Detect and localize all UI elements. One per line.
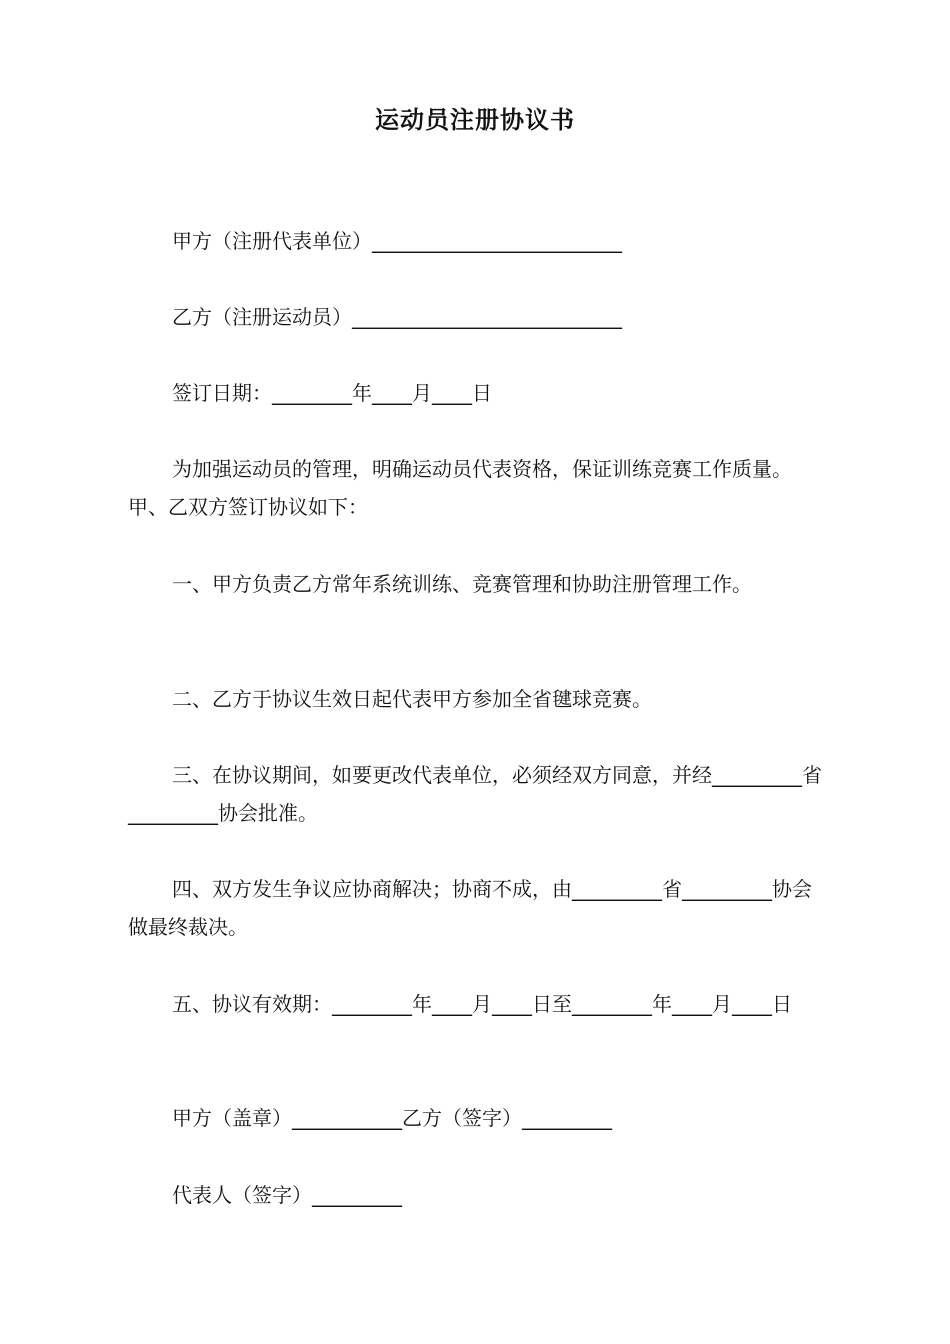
clause-3: 三、在协议期间，如要更改代表单位，必须经双方同意，并经_________省_________协会批准。 xyxy=(128,763,822,825)
sign-date-line: 签订日期：________年____月____日 xyxy=(172,381,492,405)
clause-4: 四、双方发生争议应协商解决；协商不成，由_________省_________协会做最终裁决。 xyxy=(128,877,812,939)
signature-line-representative: 代表人（签字）_________ xyxy=(172,1183,402,1207)
signature-line-parties: 甲方（盖章）___________乙方（签字）_________ xyxy=(172,1106,612,1130)
clause-2: 二、乙方于协议生效日起代表甲方参加全省毽球竞赛。 xyxy=(172,687,652,711)
party-a-line: 甲方（注册代表单位）_________________________ xyxy=(172,229,622,253)
clause-1: 一、甲方负责乙方常年系统训练、竞赛管理和协助注册管理工作。 xyxy=(172,572,752,596)
document-title: 运动员注册协议书 xyxy=(375,106,575,134)
clause-5: 五、协议有效期：________年____月____日至________年____月____日 xyxy=(172,992,792,1016)
party-b-line: 乙方（注册运动员）___________________________ xyxy=(172,305,622,329)
intro-paragraph: 为加强运动员的管理，明确运动员代表资格，保证训练竞赛工作质量。甲、乙双方签订协议如下： xyxy=(128,457,792,519)
